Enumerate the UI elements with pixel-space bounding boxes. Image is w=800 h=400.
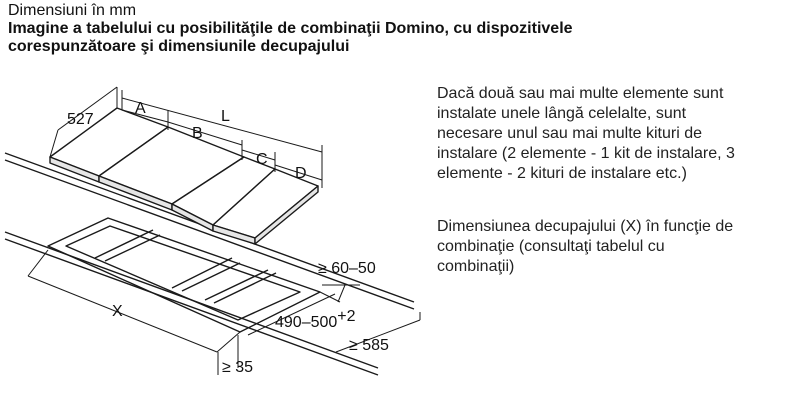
cutout-depth-value: 490–500 <box>275 314 338 331</box>
label-cutout-depth <box>275 308 356 331</box>
label-l: L <box>221 108 230 125</box>
label-c: C <box>256 151 268 168</box>
label-front-edge: ≥ 60–50 <box>318 260 376 277</box>
note-line: Dacă două sau mai multe elemente sunt <box>437 85 724 102</box>
units-note: Dimensiuni în mm <box>8 2 137 19</box>
label-worktop-depth: ≥ 585 <box>349 337 389 354</box>
installation-kit-note <box>437 84 797 184</box>
title-line: Imagine a tabelului cu posibilităţile de combinaţii Domino, cu dispozitivele <box>8 20 573 37</box>
worktop-lower <box>5 232 378 375</box>
title-line: corespunzătoare şi dimensiunile decupajului <box>8 38 350 55</box>
cutout-note <box>437 217 797 277</box>
note-line: necesare unul sau mai multe kituri de <box>437 125 703 142</box>
note-line: elemente - 2 kituri de instalare etc.) <box>437 165 687 182</box>
cooktop-modules <box>50 108 318 244</box>
note-line: instalare (2 elemente - 1 kit de instalare, 3 <box>437 145 735 162</box>
note-line: Dimensiunea decupajului (X) în funcţie de <box>437 218 734 235</box>
cutout-depth-tolerance: +2 <box>337 308 356 325</box>
note-line: combinaţie (consultaţi tabelul cu <box>437 238 665 255</box>
label-depth: 527 <box>67 111 94 128</box>
label-side-min: ≥ 35 <box>222 359 254 376</box>
label-x: X <box>112 303 123 320</box>
note-line: instalate unele lângă celelalte, sunt <box>437 105 687 122</box>
note-line: combinaţii) <box>437 258 515 275</box>
label-d: D <box>295 165 307 182</box>
label-a: A <box>135 100 146 117</box>
label-b: B <box>192 125 203 142</box>
dimension-cutout-width <box>28 250 240 352</box>
